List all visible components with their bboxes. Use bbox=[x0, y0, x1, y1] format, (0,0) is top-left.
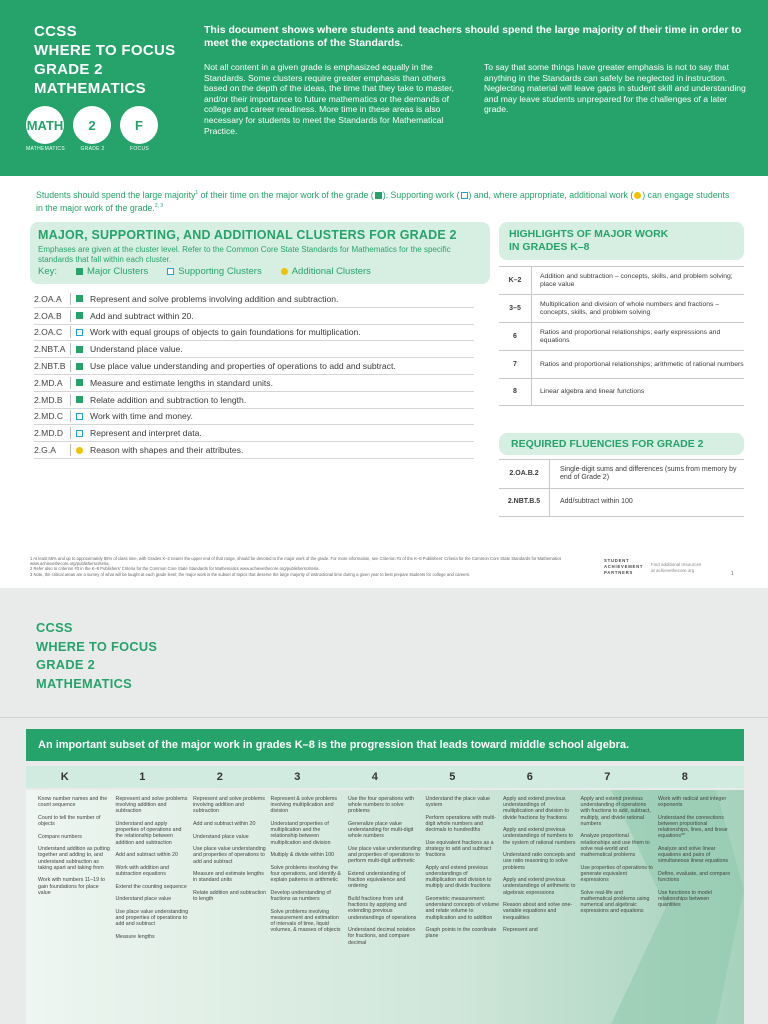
intro-part: of their time on the major work of the grade ( bbox=[198, 189, 374, 200]
highlight-text: Ratios and proportional relationships; arithmetic of rational numbers bbox=[531, 351, 744, 378]
highlight-text: Ratios and proportional relationships; early expressions and equations bbox=[531, 323, 744, 350]
cluster-description: Work with equal groups of objects to gain foundations for multiplication. bbox=[90, 327, 361, 338]
fluency-row bbox=[499, 488, 744, 517]
progression-item: Understand the place value system bbox=[425, 796, 490, 809]
neglect-paragraph: To say that some things have greater emphasis is not to say that anything in the Standards can safely be neglected in instruction. Neglecting material will leave gaps in student skill and understanding and may leave students unprepared for the challenges of a later grade. bbox=[484, 62, 746, 115]
supporting-square-icon bbox=[76, 329, 83, 336]
progression-item: Represent & solve problems involving multiplication and division bbox=[270, 796, 338, 815]
cluster-type-marker bbox=[70, 360, 90, 372]
cluster-code: 2.MD.A bbox=[34, 377, 63, 388]
cluster-description: Add and subtract within 20. bbox=[90, 310, 194, 321]
cluster-code: 2.MD.D bbox=[34, 428, 64, 439]
student-achievement-partners-logo bbox=[604, 558, 643, 575]
highlight-row bbox=[499, 266, 744, 294]
header-banner bbox=[0, 0, 768, 176]
progression-item: Understand and apply properties of operations and the relationship between addition and subtraction bbox=[115, 821, 182, 846]
cluster-type-marker bbox=[70, 293, 90, 305]
major-square-icon bbox=[76, 379, 83, 386]
progression-item: Apply and extend previous understanding of operations with fractions to add, subtract, multiply, and divide rational numbers bbox=[580, 796, 651, 827]
additional-circle-icon bbox=[634, 192, 641, 199]
key-major bbox=[75, 266, 148, 277]
cluster-row bbox=[34, 375, 474, 392]
progression-item: Perform operations with multi-digit whole numbers and decimals to hundredths bbox=[425, 814, 496, 834]
title-line: WHERE TO FOCUS bbox=[34, 42, 176, 59]
grade-column bbox=[116, 796, 190, 946]
key-supporting bbox=[166, 266, 261, 277]
title-line: MATHEMATICS bbox=[34, 80, 146, 97]
section-divider bbox=[0, 717, 768, 718]
progression-item: Define, evaluate, and compare functions bbox=[658, 871, 731, 884]
progression-item: Use the four operations with whole numbers to solve problems bbox=[348, 796, 414, 815]
cluster-row bbox=[34, 308, 474, 325]
cluster-code: 2.NBT.A bbox=[34, 344, 66, 355]
grade-label: 7 bbox=[604, 771, 611, 783]
title-line: CCSS bbox=[34, 23, 77, 40]
emphasis-paragraph: Not all content in a given grade is emphasized equally in the Standards. Some clusters require greater emphasis than others based on the depth of the ideas, the time that they take to master, and/or their importance to future mathematics or the demands of college and career readiness. More time in these areas is also necessary for students to meet the Standards for Mathematical Practice. bbox=[204, 62, 454, 136]
cluster-row bbox=[34, 358, 474, 375]
major-square-icon bbox=[76, 346, 83, 353]
grade-label: K bbox=[60, 771, 69, 783]
progression-item: Use place value understanding and properties of operations to add and subtract bbox=[193, 846, 266, 865]
highlight-grade: 3–5 bbox=[509, 304, 521, 312]
highlights-table bbox=[499, 266, 744, 406]
progression-item: Solve problems involving measurement and estimation of intervals of time, liquid volumes, & masses of objects bbox=[270, 908, 341, 934]
cluster-code: 2.MD.B bbox=[34, 394, 63, 405]
intro-part: Students should spend the large majority bbox=[36, 189, 196, 200]
title-line: GRADE 2 bbox=[34, 61, 103, 78]
supporting-square-icon bbox=[167, 268, 174, 275]
cluster-description: Understand place value. bbox=[90, 344, 183, 355]
intro-part: ) can engage students in the major work of the grade. bbox=[36, 189, 730, 213]
progression-item: Use equivalent fractions as a strategy to add and subtract fractions bbox=[425, 839, 494, 859]
grade-column bbox=[503, 796, 577, 940]
progression-chart bbox=[26, 790, 744, 1024]
cluster-code: 2.OA.C bbox=[34, 327, 63, 338]
focus-badge: F bbox=[120, 106, 158, 144]
footnote: 3 Note, the critical areas are a survey of what will be taught at each grade level; the major work is the subset of topics that deserve the large majority of instructional time during a given year to best prepare students for college and careers. bbox=[30, 571, 471, 577]
clusters-subtitle: Emphases are given at the cluster level. Refer to the Common Core State Standards for Mathematics for the specific standards that fall within each cluster. bbox=[38, 245, 451, 264]
fluency-text: Single-digit sums and differences (sums from memory by end of Grade 2) bbox=[549, 460, 744, 488]
cluster-description: Measure and estimate lengths in standard units. bbox=[90, 377, 273, 388]
progression-item: Work with radical and integer exponents bbox=[658, 796, 727, 809]
fluency-panel bbox=[499, 433, 744, 517]
progression-item: Extend understanding of fraction equivalence and ordering bbox=[348, 871, 406, 890]
cluster-row bbox=[34, 325, 474, 342]
progression-banner: An important subset of the major work in grades K–8 is the progression that leads toward middle school algebra. bbox=[26, 729, 744, 761]
grade-badge: 2 bbox=[73, 106, 111, 144]
grade-label: 1 bbox=[139, 771, 146, 783]
highlight-text: Linear algebra and linear functions bbox=[531, 379, 744, 405]
progression-item: Compare numbers bbox=[38, 833, 82, 840]
fluency-code: 2.NBT.B.5 bbox=[507, 498, 541, 506]
progression-item: Measure lengths bbox=[115, 933, 155, 940]
title-line: CCSS bbox=[36, 620, 73, 635]
highlight-grade: 8 bbox=[513, 388, 517, 395]
progression-item: Apply and extend previous understandings of numbers to the system of rational numbers bbox=[503, 827, 576, 846]
cluster-type-marker bbox=[70, 377, 90, 389]
logo-line: ACHIEVEMENT bbox=[604, 563, 644, 569]
cluster-type-marker bbox=[70, 394, 90, 406]
progression-item: Solve real-life and mathematical problems using numerical and algebraic expressions and equations bbox=[580, 889, 650, 915]
progression-item: Understand addition as putting together and adding to, and understand subtraction as taking apart and taking from bbox=[38, 846, 110, 871]
fluency-row bbox=[499, 459, 744, 488]
progression-item: Extend the counting sequence bbox=[115, 883, 187, 890]
cluster-type-marker bbox=[70, 410, 90, 422]
progression-item: Understand place value bbox=[115, 896, 172, 903]
supporting-square-icon bbox=[76, 430, 83, 437]
grade-column bbox=[193, 796, 267, 909]
progression-item: Represent and solve problems involving addition and subtraction bbox=[193, 796, 265, 815]
intro-part: ). Supporting work ( bbox=[382, 189, 460, 200]
cluster-description: Represent and solve problems involving addition and subtraction. bbox=[90, 293, 339, 304]
logo-line: PARTNERS bbox=[604, 569, 634, 575]
major-square-icon bbox=[76, 295, 83, 302]
cluster-code: 2.G.A bbox=[34, 445, 56, 456]
grade-column bbox=[658, 796, 732, 915]
grade-column bbox=[426, 796, 500, 946]
progression-item: Know number names and the count sequence bbox=[38, 796, 108, 809]
progression-item: Count to tell the number of objects bbox=[38, 814, 101, 827]
additional-circle-icon bbox=[281, 268, 288, 275]
progression-item: Represent and bbox=[503, 927, 538, 934]
document-title bbox=[34, 22, 175, 98]
cluster-type-marker bbox=[70, 343, 90, 355]
cluster-description: Represent and interpret data. bbox=[90, 428, 202, 439]
badge-captions bbox=[22, 146, 163, 152]
progression-item: Add and subtract within 20 bbox=[115, 852, 178, 859]
grade-label: 8 bbox=[681, 771, 688, 783]
progression-item: Analyze and solve linear equations and pairs of simultaneous linear equations bbox=[658, 846, 729, 865]
grade-label: 4 bbox=[371, 771, 378, 783]
footnote: 2 Refer also to criterion #3 in the K–8 Publishers' Criteria for the Common Core State Standards for Mathematics www.achievethecore.org/publisherscriteria. bbox=[30, 566, 320, 572]
supporting-square-icon bbox=[461, 192, 468, 199]
grade-label: 2 bbox=[216, 771, 223, 783]
grade-column bbox=[38, 796, 112, 902]
intro-part: ) and, where appropriate, additional work ( bbox=[468, 189, 634, 200]
major-square-icon bbox=[76, 268, 83, 275]
progression-item: Generalize place value understanding for multi-digit whole numbers bbox=[348, 821, 414, 840]
highlight-row bbox=[499, 294, 744, 322]
lead-paragraph: This document shows where students and teachers should spend the large majority of their time in order to meet the expectations of the Standards. bbox=[204, 24, 742, 49]
resources-note bbox=[651, 562, 701, 574]
progression-item: Work with addition and subtraction equations bbox=[115, 864, 169, 877]
cluster-row bbox=[34, 425, 474, 442]
key-additional-label: Additional Clusters bbox=[291, 266, 371, 278]
key-major-label: Major Clusters bbox=[87, 266, 149, 278]
cluster-code: 2.NBT.B bbox=[34, 361, 66, 372]
progression-item: Apply and extend previous understandings of multiplication and division to divide fractions by fractions bbox=[503, 796, 569, 821]
progression-item: Understand the connections between proportional relationships, lines, and linear equations** bbox=[658, 814, 728, 840]
progression-item: Understand ratio concepts and use ratio reasoning to solve problems bbox=[503, 852, 576, 871]
cluster-row bbox=[34, 291, 474, 308]
progression-item: Geometric measurement: understand concepts of volume and relate volume to multiplication and to addition bbox=[425, 896, 500, 921]
logo-line: STUDENT bbox=[604, 558, 630, 563]
grade-label: 6 bbox=[526, 771, 533, 783]
highlight-row bbox=[499, 350, 744, 378]
progression-item: Understand place value bbox=[193, 833, 249, 840]
highlights-title bbox=[499, 222, 744, 260]
highlight-text: Multiplication and division of whole numbers and fractions – concepts, skills, and problem solving bbox=[531, 295, 744, 322]
progression-item: Build fractions from unit fractions by applying and extending previous understandings of operations bbox=[348, 896, 417, 921]
progression-item: Apply and extend previous understandings of multiplication and division to multiply and divide fractions bbox=[425, 864, 492, 890]
major-square-icon bbox=[76, 312, 83, 319]
footnote-ref: 1 bbox=[195, 190, 199, 196]
progression-item: Represent and solve problems involving addition and subtraction bbox=[115, 796, 188, 815]
cluster-row bbox=[34, 392, 474, 409]
cluster-list bbox=[34, 291, 474, 459]
clusters-key bbox=[38, 266, 482, 277]
badge-caption: GRADE 2 bbox=[80, 146, 105, 152]
footnotes bbox=[30, 556, 600, 577]
progression-item: Analyze proportional relationships and use them to solve real-world and mathematical problems bbox=[580, 833, 650, 859]
cluster-code: 2.MD.C bbox=[34, 411, 64, 422]
cluster-type-marker bbox=[70, 310, 90, 322]
cluster-description: Work with time and money. bbox=[90, 411, 193, 422]
progression-item: Work with numbers 11–19 to gain foundations for place value bbox=[38, 877, 105, 896]
badge-row bbox=[26, 106, 158, 144]
progression-item: Relate addition and subtraction to length bbox=[193, 889, 267, 903]
fluency-title: REQUIRED FLUENCIES FOR GRADE 2 bbox=[499, 433, 744, 455]
progression-item: Add and subtract within 20 bbox=[193, 821, 256, 827]
major-square-icon bbox=[76, 363, 83, 370]
math-badge: MATH bbox=[26, 106, 64, 144]
major-square-icon bbox=[76, 396, 83, 403]
progression-item: Use place value understanding and properties of operations to perform multi-digit arithmetic bbox=[348, 846, 421, 865]
title-line: MATHEMATICS bbox=[36, 675, 132, 691]
highlight-row bbox=[499, 322, 744, 350]
highlight-grade: 6 bbox=[513, 332, 517, 340]
footnote-ref: 2, 3 bbox=[154, 202, 164, 209]
grade-label: 3 bbox=[294, 771, 301, 783]
progression-item: Use properties of operations to generate equivalent expressions bbox=[580, 864, 653, 884]
cluster-code: 2.OA.A bbox=[34, 293, 62, 304]
progression-item: Multiply & divide within 100 bbox=[270, 852, 335, 859]
fluency-text: Add/subtract within 100 bbox=[549, 489, 744, 516]
major-square-icon bbox=[375, 192, 382, 199]
highlights-panel bbox=[499, 222, 744, 406]
key-supporting-label: Supporting Clusters bbox=[178, 266, 262, 278]
cluster-row bbox=[34, 409, 474, 426]
cluster-type-marker bbox=[70, 427, 90, 439]
resources-line: Find additional resources bbox=[651, 562, 702, 567]
key-label: Key: bbox=[38, 266, 58, 278]
highlights-title-line: IN GRADES K–8 bbox=[509, 241, 590, 253]
grade-column bbox=[271, 796, 345, 940]
intro-text bbox=[36, 188, 736, 213]
additional-circle-icon bbox=[76, 447, 83, 454]
highlight-grade: 7 bbox=[513, 360, 517, 368]
fluency-code: 2.OA.B.2 bbox=[509, 469, 539, 477]
progression-item: Use functions to model relationships between quantities bbox=[658, 889, 712, 909]
progression-item: Apply and extend previous understandings of arithmetic to algebraic expressions bbox=[503, 877, 576, 896]
cluster-row bbox=[34, 341, 474, 358]
highlight-row bbox=[499, 378, 744, 406]
fluency-table bbox=[499, 459, 744, 517]
footnote: 1 At least 65% and up to approximately 85% of class time, with Grades K–2 nearer the upper end of that range, should be devoted to the major work of the grade. For more information, see Criterion #1 of the K–8 Publishers' Criteria for the Common Core State Standards for Mathematics www.achievethecore.org/publisherscriteria. bbox=[30, 556, 562, 567]
key-additional bbox=[280, 266, 371, 277]
page-2-title bbox=[36, 619, 157, 693]
resources-link[interactable]: at achievethecore.org bbox=[651, 568, 695, 573]
grade-header-row bbox=[26, 766, 744, 788]
progression-item: Develop understanding of fractions as numbers bbox=[270, 889, 331, 902]
cluster-type-marker bbox=[70, 326, 90, 338]
highlight-text: Addition and subtraction – concepts, skills, and problem solving; place value bbox=[531, 267, 744, 294]
progression-item: Reason about and solve one-variable equations and inequalities bbox=[503, 902, 573, 921]
badge-caption: MATHEMATICS bbox=[26, 146, 65, 152]
badge-caption: FOCUS bbox=[130, 146, 149, 152]
progression-item: Use place value understanding and properties of operations to add and subtract bbox=[115, 908, 189, 928]
cluster-row bbox=[34, 442, 474, 459]
cluster-description: Relate addition and subtraction to length. bbox=[90, 394, 247, 405]
progression-item: Graph points in the coordinate plane bbox=[425, 927, 497, 940]
highlights-title-line: HIGHLIGHTS OF MAJOR WORK bbox=[509, 228, 669, 240]
progression-item: Understand decimal notation for fractions, and compare decimal bbox=[348, 927, 416, 946]
supporting-square-icon bbox=[76, 413, 83, 420]
cluster-type-marker bbox=[70, 444, 90, 456]
title-line: WHERE TO FOCUS bbox=[36, 638, 158, 654]
progression-item: Solve problems involving the four operations, and identify & explain patterns in arithmetic bbox=[270, 864, 341, 884]
progression-item: Measure and estimate lengths in standard units bbox=[193, 871, 264, 884]
grade-column bbox=[581, 796, 655, 921]
grade-label: 5 bbox=[449, 771, 456, 783]
grade-column bbox=[348, 796, 422, 952]
cluster-description: Reason with shapes and their attributes. bbox=[90, 445, 244, 456]
cluster-code: 2.OA.B bbox=[34, 310, 62, 321]
progression-item: Understand properties of multiplication and the relationship between multiplication and division bbox=[270, 821, 331, 846]
cluster-description: Use place value understanding and properties of operations to add and subtract. bbox=[90, 361, 396, 372]
title-line: GRADE 2 bbox=[36, 657, 95, 672]
clusters-header bbox=[30, 222, 490, 284]
highlight-grade: K–2 bbox=[508, 276, 522, 284]
page-number: 1 bbox=[731, 571, 734, 577]
clusters-title: MAJOR, SUPPORTING, AND ADDITIONAL CLUSTERS FOR GRADE 2 bbox=[38, 228, 457, 242]
